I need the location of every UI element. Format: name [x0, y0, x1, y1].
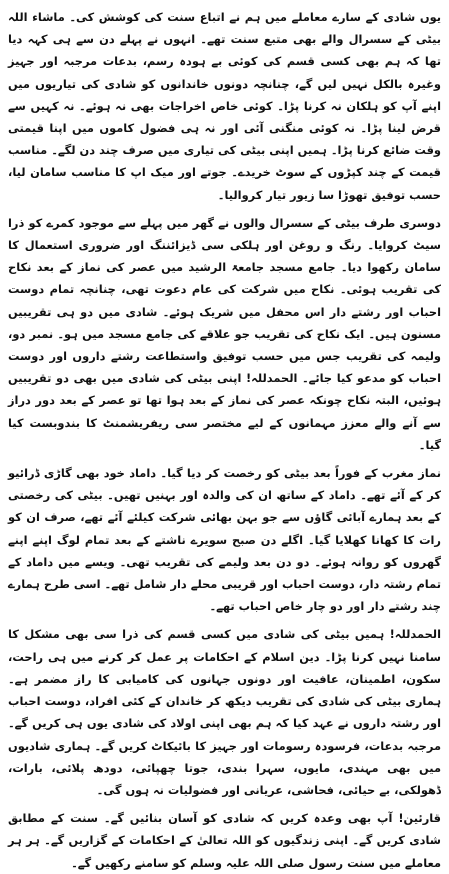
paragraph-4: الحمدللہ! ہمیں بیٹی کی شادی میں کسی قسم کی ذرا سی بھی مشکل کا سامنا نہیں کرنا پڑا۔ دین اسلام کے احکامات پر عمل کر کرنے میں ہی راحت، سکون، اطمینان، عافیت اور دونوں جہانوں کی کامیابی کا راز مضمر ہے۔ ہماری بیٹی کی شادی کی تقریب دیکھ کر خاندان کے کئی افراد، دوست احباب اور رشتہ داروں نے عہد کیا کہ ہم بھی اپنی اولاد کی شادی یوں ہی کریں گے۔ مرجبہ بدعات، فرسودہ رسومات اور جہیز کا بائیکاٹ کریں گے۔ ہماری شادیوں میں بھی مہندی، مایوں، سہرا بندی، جوتا چھپائی، دودھ پلائی، بارات، ڈھولکی، بے حیائی، فحاشی، عریانی اور فضولیات نہ ہوں گی۔ — [8, 627, 441, 797]
paragraph-2: دوسری طرف بیٹی کے سسرال والوں نے گھر میں پہلے سے موجود کمرے کو ذرا سیٹ کروایا۔ رنگ و روغن اور ہلکی سی ڈیزائننگ اور ضروری استعمال کا سامان رکھوا دیا۔ جامع مسجد جامعۃ الرشید میں عصر کی نماز کے بعد نکاح کی تقریب ہوئی۔ نکاح میں شرکت کی عام دعوت تھی، چنانچہ تمام دوست احباب اور رشتے دار اس محفل میں شریک ہوئے۔ شادی میں دو ہی تقریبیں مسنون ہیں۔ ایک نکاح کی تقریب جو علاقے کی جامع مسجد میں ہو۔ نمبر دو، ولیمہ کی تقریب جس میں حسب توفیق واستطاعت رشتے داروں اور دوست احباب کو مدعو کیا جائے۔ الحمدللہ! اپنی بیٹی کی شادی میں بھی دو تقریبیں ہوئیں، البتہ نکاح چونکہ عصر کی نماز کے بعد ہوا تھا تو عصر کے بعد دور دراز سے آنے والے معزز مہمانوں کے لیے مختصر سی ریفریشمنٹ کا بندوبست کیا گیا۔ — [8, 215, 441, 452]
paragraph-3: نماز مغرب کے فوراً بعد بیٹی کو رخصت کر دیا گیا۔ داماد خود بھی گاڑی ڈرائیو کر کے آئے تھے۔ داماد کے ساتھ ان کی والدہ اور بہنیں تھیں۔ بیٹی کی رخصتی کے بعد ہمارے آبائی گاؤں سے جو بہن بھائی شرکت کیلئے آئے تھے، صرف ان کو رات کا کھانا کھلایا گیا۔ اگلے دن صبح سویرے ناشتے کے بعد تمام لوگ اپنے اپنے گھروں کو روانہ ہوئے۔ دو دن بعد ولیمے کی تقریب تھی۔ ویسے میں داماد کے تمام رشتہ دار، دوست احباب اور قریبی محلے دار شامل تھے۔ اسی طرح ہمارے چند رشتے دار اور دو چار خاص احباب تھے۔ — [8, 466, 441, 614]
paragraph-1: یوں شادی کے سارے معاملے میں ہم نے اتباع سنت کی کوشش کی۔ ماشاء اللہ بیٹی کے سسرال والے بھی متبع سنت تھے۔ انہوں نے پہلے دن سے ہی کہہ دیا تھا کہ ہم بھی کسی قسم کی کوئی بے ہودہ رسم، بدعات مرجبہ اور جہیز وغیرہ بالکل نہیں لیں گے، چنانچہ دونوں خاندانوں کو شادی کی تیاریوں میں اپنے آپ کو ہلکان نہ کرنا پڑا۔ کوئی خاص اخراجات بھی نہ ہوئے۔ نہ کہیں سے قرض لینا پڑا۔ نہ کوئی منگنی آئی اور نہ ہی فضول کاموں میں اپنا قیمتی وقت ضائع کرنا پڑا۔ ہمیں اپنی بیٹی کی تیاری میں صرف چند دن لگے۔ مناسب قیمت کے چند کپڑوں کے سوٹ خریدے۔ جوتے اور میک اپ کا مناسب سامان لیا، حسب توفیق تھوڑا سا زیور تیار کروالیا۔ — [8, 10, 441, 202]
paragraph-5: قارئین! آپ بھی وعدہ کریں کہ شادی کو آسان بنائیں گے۔ سنت کے مطابق شادی کریں گے۔ اپنی زندگیوں کو اللہ تعالیٰ کے احکامات کے گزاریں گے۔ ہر ہر معاملے میں سنت رسول صلی اللہ علیہ وسلم کو سامنے رکھیں گے۔ — [8, 811, 441, 870]
